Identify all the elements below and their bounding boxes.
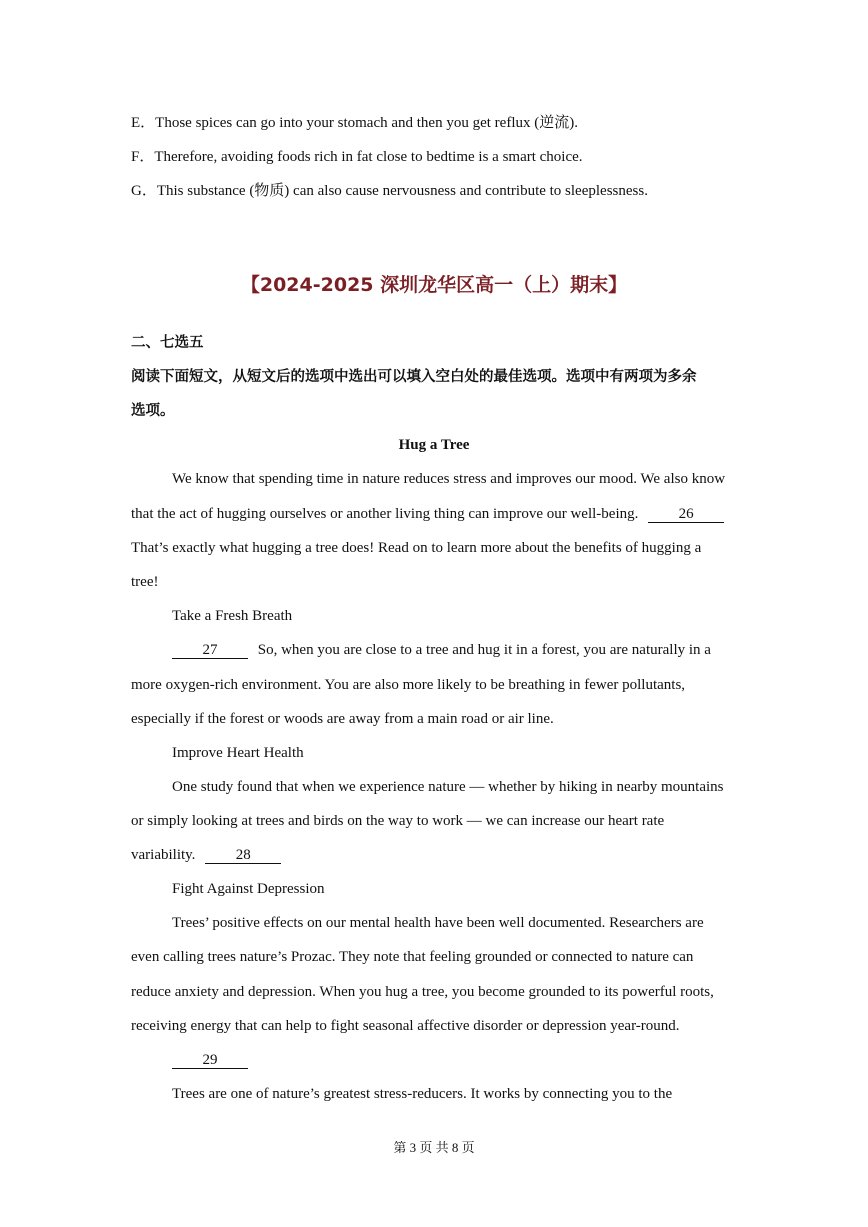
p3-line-2: or simply looking at trees and birds on the way to work — we can increase our heart rate	[131, 813, 665, 829]
option-f: F．Therefore, avoiding foods rich in fat close to bedtime is a smart choice.	[131, 149, 583, 165]
p3-line-1: One study found that when we experience nature — whether by hiking in nearby mountains	[172, 779, 724, 795]
p2-line-3: especially if the forest or woods are away from a main road or air line.	[131, 711, 554, 727]
p5-line-1: Trees are one of nature’s greatest stress-reducers. It works by connecting you to the	[172, 1086, 673, 1102]
blank-27: 27	[172, 642, 248, 659]
instructions-line-2: 选项。	[131, 403, 175, 419]
p3-line-3	[131, 845, 281, 865]
p4-line-1: Trees’ positive effects on our mental health have been well documented. Researchers are	[172, 915, 704, 931]
heading-fresh-breath: Take a Fresh Breath	[172, 608, 293, 624]
p4-line-3: reduce anxiety and depression. When you hug a tree, you become grounded to its powerful roots,	[131, 984, 714, 1000]
p1-line-4: tree!	[131, 574, 159, 590]
p1-line-3: That’s exactly what hugging a tree does! Read on to learn more about the benefits of hugging a	[131, 540, 702, 556]
page-footer: 第 3 页 共 8 页	[393, 1140, 475, 1155]
blank-29-line	[172, 1050, 248, 1070]
p1-line-2-text: that the act of hugging ourselves or another living thing can improve our well-being.	[131, 506, 639, 522]
blank-29: 29	[172, 1052, 248, 1069]
p2-line-2: more oxygen-rich environment. You are also more likely to be breathing in fewer pollutants,	[131, 677, 686, 693]
p3-line-3-text: variability.	[131, 847, 196, 863]
p1-line-2	[131, 504, 724, 524]
heading-depression: Fight Against Depression	[172, 881, 325, 897]
option-e: E．Those spices can go into your stomach and then you get reflux (逆流).	[131, 115, 578, 131]
p4-line-4: receiving energy that can help to fight seasonal affective disorder or depression year-round.	[131, 1018, 680, 1034]
section-title: 【2024-2025 深圳龙华区高一（上）期末】	[240, 274, 628, 296]
part-heading: 二、七选五	[131, 335, 204, 351]
option-g: G．This substance (物质) can also cause nervousness and contribute to sleeplessness.	[131, 183, 648, 199]
p2-line-1	[172, 640, 711, 660]
blank-26: 26	[648, 506, 724, 523]
p4-line-2: even calling trees nature’s Prozac. They note that feeling grounded or connected to nature can	[131, 949, 694, 965]
heading-heart-health: Improve Heart Health	[172, 745, 304, 761]
instructions-line-1: 阅读下面短文，从短文后的选项中选出可以填入空白处的最佳选项。选项中有两项为多余	[131, 369, 697, 385]
article-title: Hug a Tree	[398, 437, 470, 453]
p1-line-1: We know that spending time in nature reduces stress and improves our mood. We also know	[172, 471, 726, 487]
blank-28: 28	[205, 847, 281, 864]
p2-line-1-text: So, when you are close to a tree and hug it in a forest, you are naturally in a	[257, 642, 711, 658]
